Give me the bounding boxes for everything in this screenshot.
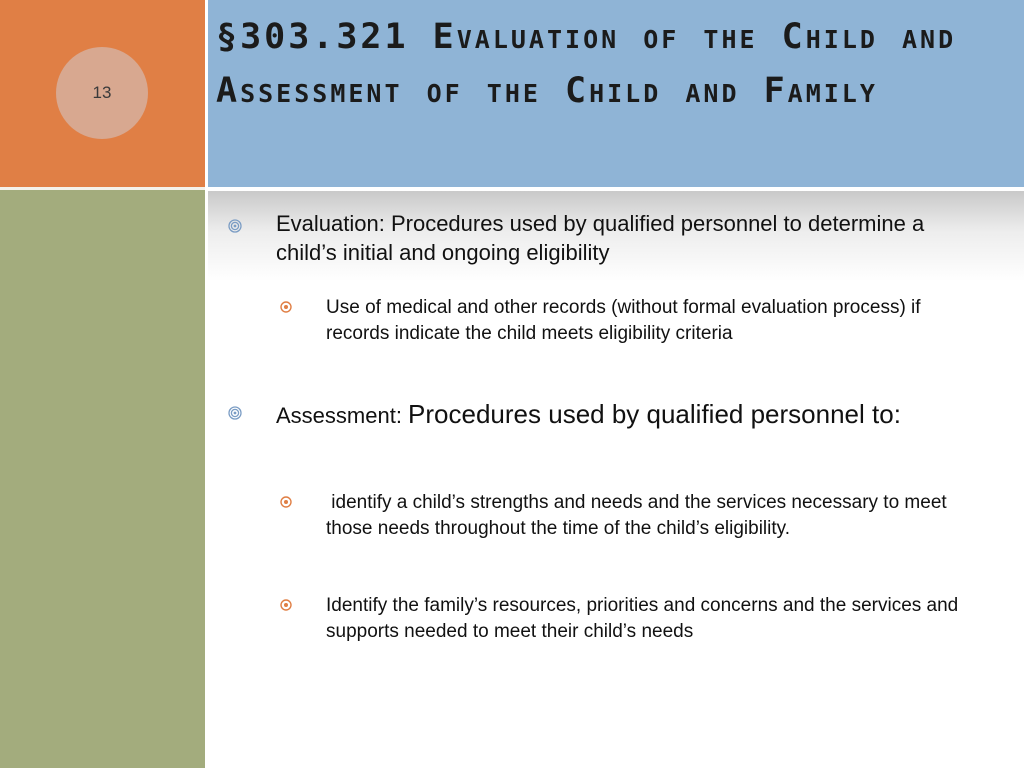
slide-number: 13 xyxy=(92,83,112,102)
bullet-assessment-text: Procedures used by qualified personnel to: xyxy=(408,399,901,429)
bullet-assessment-prefix: Assessment: xyxy=(276,403,409,428)
level2-bullet-icon xyxy=(280,301,292,313)
level2-bullet-icon xyxy=(280,496,292,508)
level1-bullet-icon xyxy=(228,219,242,233)
sidebar-accent-bottom xyxy=(0,190,205,768)
slide-number-badge xyxy=(56,47,148,139)
slide-title: §303.321 Evaluation of the Child and Assessment of the Child and Family xyxy=(216,17,957,111)
level2-bullet-icon xyxy=(280,599,292,611)
level1-bullet-icon xyxy=(228,406,242,420)
bullet-assessment xyxy=(276,398,976,432)
bullet-strengths-needs: identify a child’s strengths and needs and the services necessary to meet those needs throughout the time of the child’s eligibility. xyxy=(326,492,952,539)
bullet-family-resources: Identify the family’s resources, priorities and concerns and the services and supports needed to meet their child’s needs xyxy=(326,595,959,642)
bullet-evaluation: Evaluation: Procedures used by qualified personnel to determine a child’s initial and ongoing eligibility xyxy=(276,211,925,265)
bullet-medical-records: Use of medical and other records (without formal evaluation process) if records indicate the child meets eligibility criteria xyxy=(326,297,921,344)
